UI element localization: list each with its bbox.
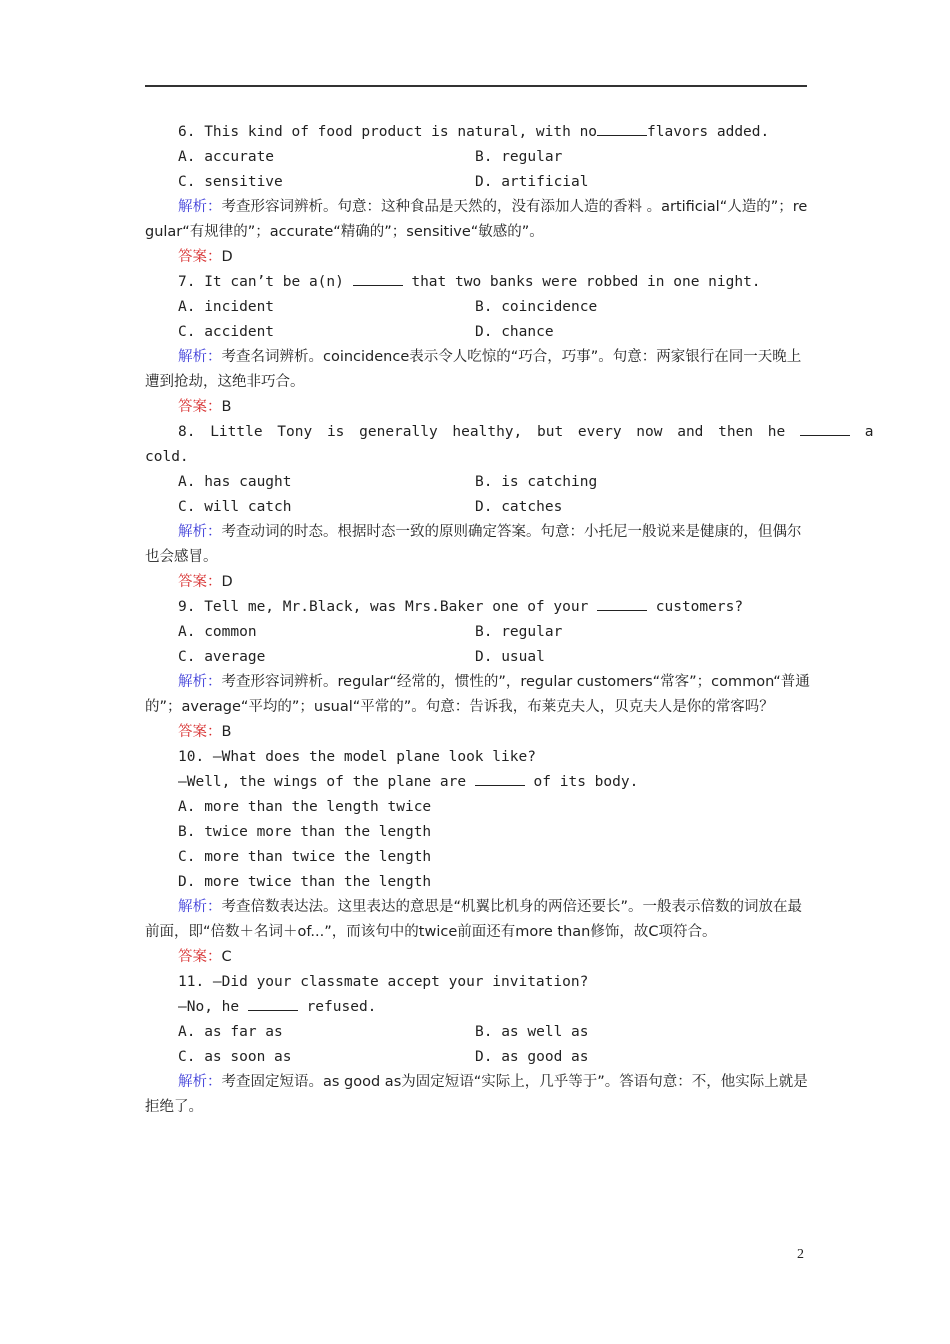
page-number: 2	[797, 1247, 804, 1262]
answer-blank	[475, 770, 525, 786]
option-b: B. regular	[475, 149, 563, 165]
question-8-options	[145, 470, 813, 495]
question-8-answer: 答案：D	[178, 574, 233, 590]
question-10-stem: 10. —What does the model plane look like?	[178, 749, 536, 765]
question-7-options	[145, 295, 813, 320]
question-9-options	[145, 620, 813, 645]
question-7-options	[145, 320, 813, 345]
question-8-stem: 8. Little Tony is generally healthy, but every now and then he a	[145, 420, 813, 445]
option-b: B. is catching	[475, 474, 598, 490]
option-d: D. chance	[475, 324, 554, 340]
question-10-stem-reply: —Well, the wings of the plane are of its body.	[145, 770, 813, 795]
analysis-label: 解析：	[178, 674, 222, 690]
question-6-options	[145, 145, 813, 170]
option-c: C. as soon as	[178, 1049, 292, 1065]
option-a: A. incident	[178, 299, 275, 315]
question-6-stem: 6. This kind of food product is natural, with no flavors added.	[145, 120, 813, 145]
option-d: D. artificial	[475, 174, 589, 190]
answer-blank	[800, 420, 850, 436]
question-9-options	[145, 645, 813, 670]
analysis-label: 解析：	[178, 199, 222, 215]
answer-blank	[353, 270, 403, 286]
question-9-stem: 9. Tell me, Mr.Black, was Mrs.Baker one of your customers?	[145, 595, 813, 620]
option-a: A. has caught	[178, 474, 292, 490]
question-list	[145, 120, 874, 1120]
question-11-options	[145, 1020, 813, 1045]
option-d: D. usual	[475, 649, 545, 665]
question-8-options	[145, 495, 813, 520]
option-b: B. twice more than the length	[178, 824, 432, 840]
analysis-label: 解析：	[178, 899, 222, 915]
question-9-analysis: 解析：考查形容词辨析。regular“经常的，惯性的”，regular customers“常客”；common“普通的”；average“平均的”；usual“平常的”。句意：告诉我，布莱克夫人，贝克夫人是你的常客吗？	[145, 674, 810, 715]
answer-label: 答案：	[178, 949, 222, 965]
option-a: A. accurate	[178, 149, 275, 165]
answer-label: 答案：	[178, 399, 222, 415]
option-c: C. sensitive	[178, 174, 283, 190]
option-d: D. more twice than the length	[178, 874, 432, 890]
option-c: C. average	[178, 649, 266, 665]
question-8-stem-continued: cold.	[145, 449, 189, 465]
question-6-answer: 答案：D	[178, 249, 233, 265]
analysis-label: 解析：	[178, 1074, 222, 1090]
question-11-analysis: 解析：考查固定短语。as good as为固定短语“实际上，几乎等于”。答语句意：不，他实际上就是拒绝了。	[145, 1074, 808, 1115]
option-d: D. as good as	[475, 1049, 589, 1065]
option-d: D. catches	[475, 499, 563, 515]
answer-blank	[597, 120, 647, 136]
question-8-analysis: 解析：考查动词的时态。根据时态一致的原则确定答案。句意：小托尼一般说来是健康的，但偶尔也会感冒。	[145, 524, 802, 565]
question-7-stem: 7. It can’t be a(n) that two banks were robbed in one night.	[145, 270, 813, 295]
option-c: C. will catch	[178, 499, 292, 515]
question-9-answer: 答案：B	[178, 724, 232, 740]
option-b: B. regular	[475, 624, 563, 640]
question-11-stem: 11. —Did your classmate accept your invitation?	[178, 974, 589, 990]
question-6-options	[145, 170, 813, 195]
question-6-analysis: 解析：考查形容词辨析。句意：这种食品是天然的，没有添加人造的香料 。artificial“人造的”；regular“有规律的”；accurate“精确的”；sensitive“敏感的”。	[145, 199, 808, 240]
question-11-options	[145, 1045, 813, 1070]
answer-label: 答案：	[178, 574, 222, 590]
answer-blank	[597, 595, 647, 611]
option-c: C. more than twice the length	[178, 849, 432, 865]
option-a: A. more than the length twice	[178, 799, 432, 815]
question-7-analysis: 解析：考查名词辨析。coincidence表示令人吃惊的“巧合，巧事”。句意：两家银行在同一天晚上遭到抢劫，这绝非巧合。	[145, 349, 802, 390]
option-a: A. common	[178, 624, 257, 640]
option-c: C. accident	[178, 324, 275, 340]
header-rule	[145, 85, 807, 87]
option-b: B. coincidence	[475, 299, 598, 315]
analysis-label: 解析：	[178, 524, 222, 540]
analysis-label: 解析：	[178, 349, 222, 365]
answer-label: 答案：	[178, 249, 222, 265]
question-10-answer: 答案：C	[178, 949, 232, 965]
question-10-analysis: 解析：考查倍数表达法。这里表达的意思是“机翼比机身的两倍还要长”。一般表示倍数的词放在最前面，即“倍数＋名词＋of...”，而该句中的twice前面还有more than修饰，故C项符合。	[145, 899, 803, 940]
option-a: A. as far as	[178, 1024, 283, 1040]
option-b: B. as well as	[475, 1024, 589, 1040]
question-11-stem-reply: —No, he refused.	[145, 995, 813, 1020]
answer-blank	[248, 995, 298, 1011]
question-7-answer: 答案：B	[178, 399, 232, 415]
answer-label: 答案：	[178, 724, 222, 740]
